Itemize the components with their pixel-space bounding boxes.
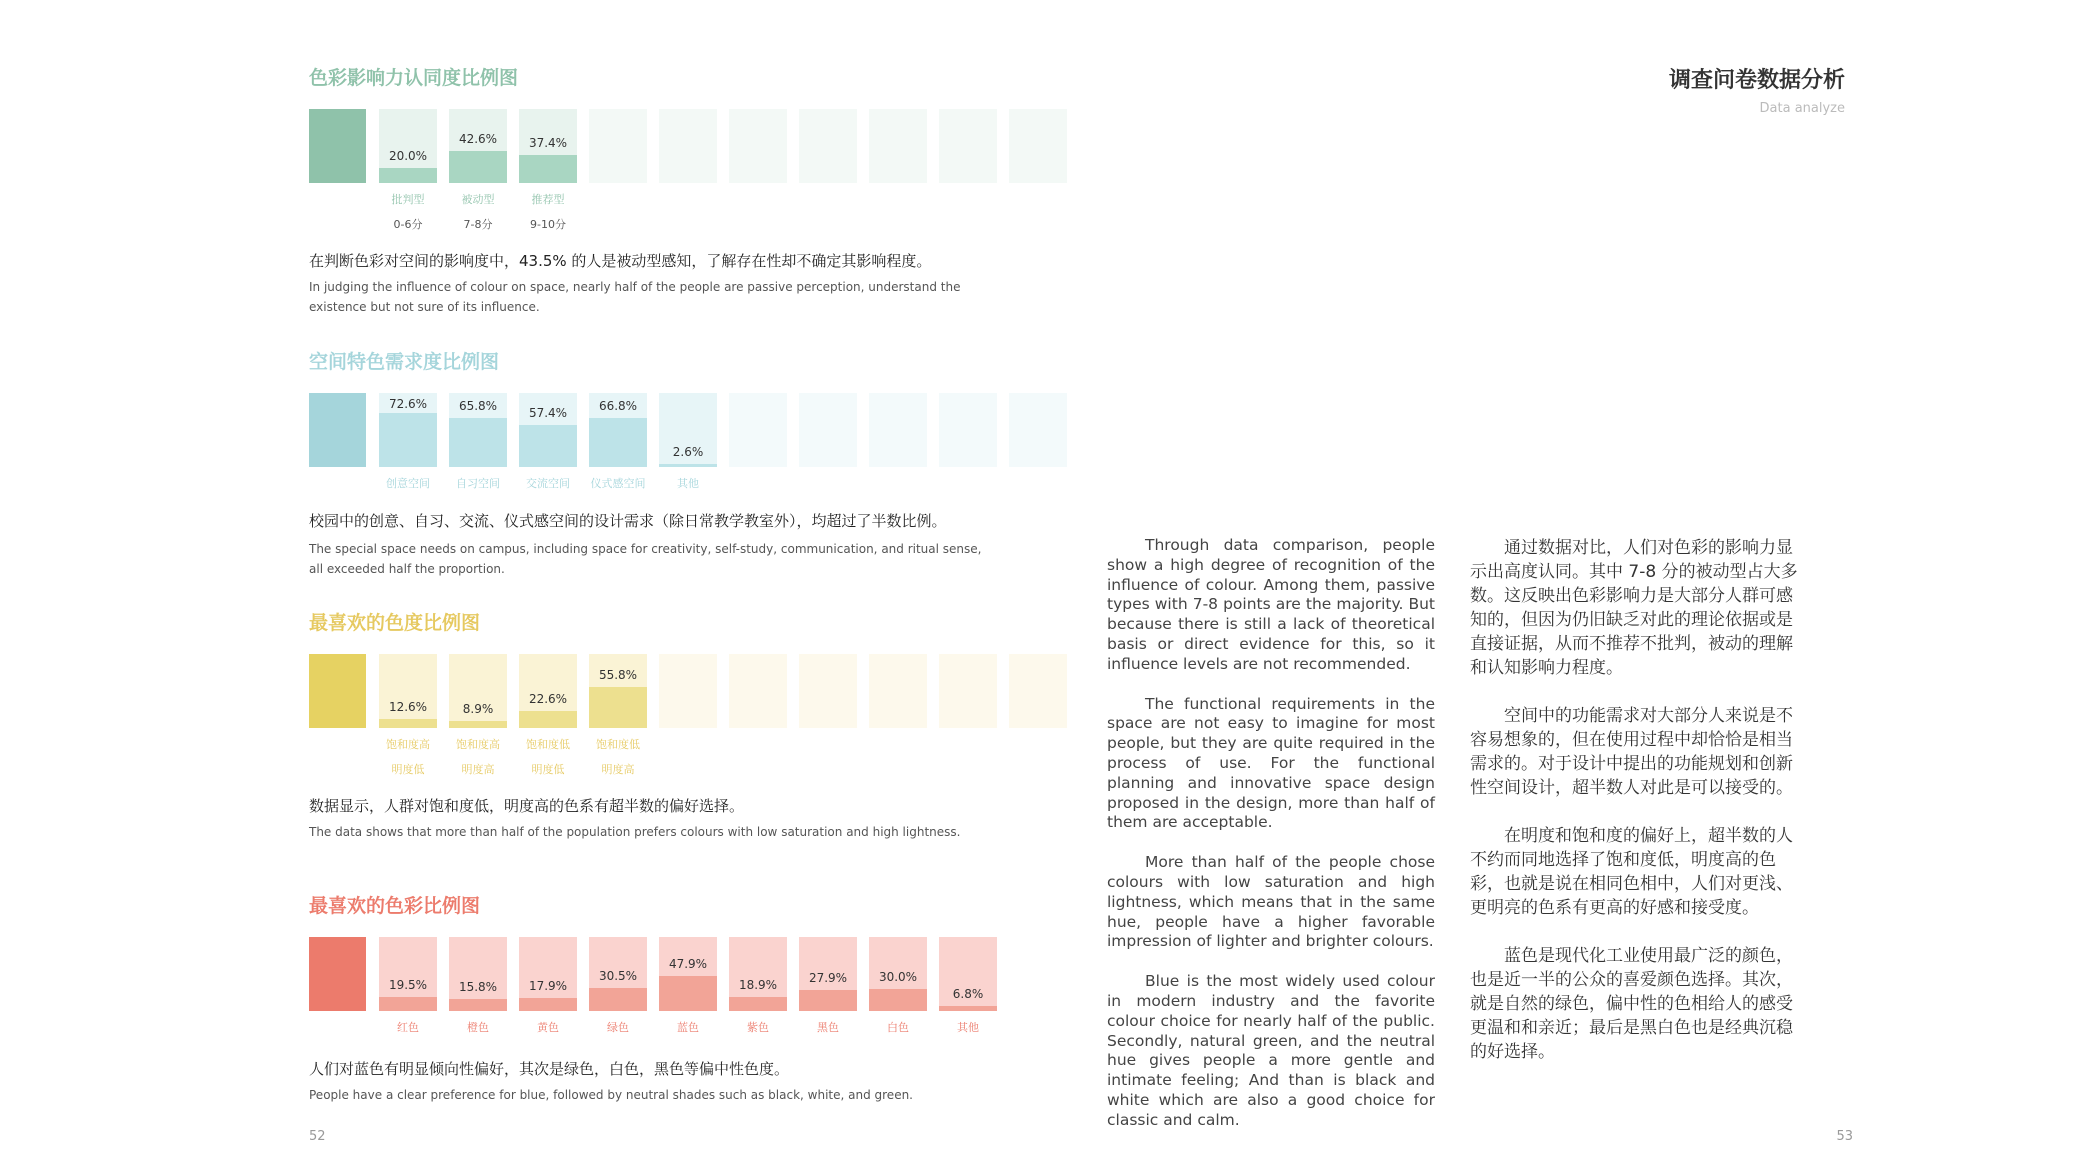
chart-cell-background xyxy=(939,393,997,467)
chart-data-label: 72.6% xyxy=(388,397,428,411)
chart-data-label: 22.6% xyxy=(528,692,568,706)
chart-cell xyxy=(589,109,647,259)
chart-cell-background xyxy=(729,393,787,467)
chart-category-label: 批判型 xyxy=(391,193,425,206)
colour-influence-chart xyxy=(309,109,1009,259)
chart-category-label: 仪式感空间 xyxy=(590,477,646,490)
chart-bar xyxy=(519,155,577,183)
chart-cell xyxy=(939,654,997,804)
chart-bar xyxy=(589,418,647,467)
chart-cell-background xyxy=(939,109,997,183)
chart-cell xyxy=(729,109,787,259)
chart-data-label: 30.0% xyxy=(878,970,918,984)
section-title-space-needs: 空间特色需求度比例图 xyxy=(309,351,500,373)
chart-cell-background xyxy=(589,109,647,183)
chart-category-label: 创意空间 xyxy=(386,477,430,490)
chart-cell-background xyxy=(729,654,787,728)
chart-category-sublabel: 明度高 xyxy=(461,763,495,776)
chart-data-label: 20.0% xyxy=(388,149,428,163)
english-paragraph: Through data comparison, people show a high degree of recognition of the influence of colour. Among them, passive types with 7-8 points are the majority. But because there is still a lack of theoretical basis or direct evidence for this, so it influence levels are not recommended. xyxy=(1107,536,1435,673)
section-title-favourite-colour: 最喜欢的色彩比例图 xyxy=(309,895,481,917)
chart-cell xyxy=(659,109,717,259)
chart-cell xyxy=(869,654,927,804)
colour-swatch xyxy=(309,393,366,467)
chart-cell-background xyxy=(869,109,927,183)
chart-category-label: 绿色 xyxy=(607,1021,629,1034)
chart-category-label: 白色 xyxy=(887,1021,909,1034)
chart-cell-background xyxy=(729,109,787,183)
chart-category-sublabel: 7-8分 xyxy=(463,218,493,231)
chart-category-label: 饱和度高 xyxy=(456,738,500,751)
chart-cell xyxy=(379,654,437,804)
summary-en: People have a clear preference for blue, followed by neutral shades such as black, white, and green. xyxy=(309,1088,913,1102)
chart-data-label: 2.6% xyxy=(672,445,704,459)
chart-category-label: 推荐型 xyxy=(531,193,565,206)
chart-data-label: 30.5% xyxy=(598,969,638,983)
chart-category-label: 黑色 xyxy=(817,1021,839,1034)
summary-en: The data shows that more than half of the population prefers colours with low saturation and high lightness. xyxy=(309,825,961,839)
chart-data-label: 42.6% xyxy=(458,132,498,146)
chart-data-label: 27.9% xyxy=(808,971,848,985)
chart-bar xyxy=(519,425,577,467)
page-header-subtitle: Data analyze xyxy=(1759,101,1845,116)
page-header-title: 调查问卷数据分析 xyxy=(1668,68,1845,93)
chart-cell-background xyxy=(449,654,507,728)
chart-cell xyxy=(869,937,927,1087)
chart-data-label: 66.8% xyxy=(598,399,638,413)
chart-cell xyxy=(799,109,857,259)
chart-bar xyxy=(589,687,647,728)
chart-category-label: 饱和度低 xyxy=(596,738,640,751)
chart-data-label: 6.8% xyxy=(952,987,984,1001)
chart-bar xyxy=(379,168,437,183)
chart-data-label: 17.9% xyxy=(528,979,568,993)
chart-bar xyxy=(449,418,507,467)
chart-bar xyxy=(519,711,577,728)
chart-bar xyxy=(939,1006,997,1011)
chart-cell xyxy=(659,654,717,804)
colour-swatch xyxy=(309,109,366,183)
summary-en: The special space needs on campus, including space for creativity, self-study, communication, and ritual sense, all exceeded half the proportion. xyxy=(309,542,982,576)
chart-cell xyxy=(799,937,857,1087)
chart-bar xyxy=(379,413,437,467)
chart-bar xyxy=(449,151,507,183)
section-title-colour-influence: 色彩影响力认同度比例图 xyxy=(309,67,519,89)
chart-data-label: 18.9% xyxy=(738,978,778,992)
english-paragraph: Blue is the most widely used colour in modern industry and the favorite colour choice for nearly half of the public. Secondly, natural green, and the neutral hue gives people a more gentle and intimate feeling; And than is black and white which are also a good choice for classic and calm. xyxy=(1107,972,1435,1129)
chart-data-label: 8.9% xyxy=(462,702,494,716)
chart-category-label: 其他 xyxy=(957,1021,979,1034)
chart-cell xyxy=(519,654,577,804)
page-number-right: 53 xyxy=(1836,1129,1853,1144)
colour-swatch xyxy=(309,654,366,728)
chart-category-label: 蓝色 xyxy=(677,1021,699,1034)
chart-bar xyxy=(659,976,717,1011)
chart-bar xyxy=(659,464,717,467)
chart-data-label: 55.8% xyxy=(598,668,638,682)
chart-bar xyxy=(449,999,507,1011)
chart-bar xyxy=(379,719,437,728)
chart-cell-background xyxy=(799,393,857,467)
chart-category-label: 紫色 xyxy=(747,1021,769,1034)
summary-en: In judging the influence of colour on space, nearly half of the people are passive perception, understand the existence but not sure of its influence. xyxy=(309,280,961,314)
chart-cell xyxy=(379,109,437,259)
chart-category-label: 被动型 xyxy=(461,193,495,206)
chart-cell xyxy=(449,654,507,804)
chart-data-label: 15.8% xyxy=(458,980,498,994)
chart-category-label: 饱和度高 xyxy=(386,738,430,751)
page-number-left: 52 xyxy=(309,1129,326,1144)
chart-category-sublabel: 明度低 xyxy=(391,763,425,776)
chart-bar xyxy=(589,988,647,1011)
chart-data-label: 65.8% xyxy=(458,399,498,413)
chart-category-sublabel: 明度高 xyxy=(601,763,635,776)
colour-swatch xyxy=(309,937,366,1011)
chart-data-label: 19.5% xyxy=(388,978,428,992)
chinese-paragraph: 通过数据对比，人们对色彩的影响力显示出高度认同。其中 7-8 分的被动型占大多数。这反映出色彩影响力是大部分人群可感知的，但因为仍旧缺乏对此的理论依据或是直接证据，从而不推荐不批判，被动的理解和认知影响力程度。 xyxy=(1470,538,1798,678)
chart-cell xyxy=(519,109,577,259)
chart-cell xyxy=(449,109,507,259)
chart-bar xyxy=(449,721,507,728)
chart-cell xyxy=(939,109,997,259)
chinese-analysis-column xyxy=(1470,536,1803,1088)
chart-data-label: 12.6% xyxy=(388,700,428,714)
chart-cell-background xyxy=(379,654,437,728)
chinese-paragraph: 在明度和饱和度的偏好上，超半数的人不约而同地选择了饱和度低，明度高的色彩，也就是说在相同色相中，人们对更浅、更明亮的色系有更高的好感和接受度。 xyxy=(1470,826,1793,918)
chart-bar xyxy=(729,997,787,1011)
chart-bar xyxy=(379,997,437,1011)
chart-cell-background xyxy=(659,654,717,728)
chart-bar xyxy=(799,990,857,1011)
chinese-paragraph: 空间中的功能需求对大部分人来说是不容易想象的，但在使用过程中却恰恰是相当需求的。对于设计中提出的功能规划和创新性空间设计，超半数人对此是可以接受的。 xyxy=(1470,706,1793,798)
chart-cell-background xyxy=(869,654,927,728)
chart-cell xyxy=(729,654,787,804)
chart-category-label: 饱和度低 xyxy=(526,738,570,751)
chart-data-label: 57.4% xyxy=(528,406,568,420)
chart-category-label: 自习空间 xyxy=(456,477,500,490)
chart-cell-background xyxy=(659,109,717,183)
chart-cell-background xyxy=(799,654,857,728)
english-paragraph: The functional requirements in the space are not easy to imagine for most people, but they are quite required in the process of use. For the functional planning and innovative space design proposed in the design, more than half of them are acceptable. xyxy=(1107,694,1435,832)
chart-category-label: 交流空间 xyxy=(526,477,570,490)
chart-cell xyxy=(799,654,857,804)
chart-bar xyxy=(869,989,927,1011)
chart-cell xyxy=(869,109,927,259)
chart-cell-background xyxy=(869,393,927,467)
chart-category-label: 红色 xyxy=(397,1021,419,1034)
chart-category-sublabel: 9-10分 xyxy=(530,218,566,231)
chart-category-label: 黄色 xyxy=(537,1021,559,1034)
chart-data-label: 37.4% xyxy=(528,136,568,150)
chart-category-sublabel: 0-6分 xyxy=(393,218,423,231)
chart-category-label: 其他 xyxy=(677,477,699,490)
chinese-paragraph: 蓝色是现代化工业使用最广泛的颜色，也是近一半的公众的喜爱颜色选择。其次，就是自然的绿色，偏中性的色相给人的感受更温和和亲近；最后是黑白色也是经典沉稳的好选择。 xyxy=(1470,946,1793,1062)
english-analysis-column xyxy=(1107,536,1435,1151)
chart-cell-background xyxy=(939,654,997,728)
chart-cell xyxy=(939,393,997,543)
summary-cn: 在判断色彩对空间的影响度中，43.5% 的人是被动型感知，了解存在性却不确定其影响程度。 xyxy=(309,252,932,270)
chart-category-label: 橙色 xyxy=(467,1021,489,1034)
chart-category-sublabel: 明度低 xyxy=(531,763,565,776)
summary-cn: 校园中的创意、自习、交流、仪式感空间的设计需求（除日常教学教室外），均超过了半数比例。 xyxy=(309,512,947,530)
summary-cn: 数据显示，人群对饱和度低，明度高的色系有超半数的偏好选择。 xyxy=(309,797,745,815)
chart-cell-background xyxy=(799,109,857,183)
chart-cell xyxy=(939,937,997,1087)
chart-data-label: 47.9% xyxy=(668,957,708,971)
chart-cell xyxy=(589,654,647,804)
favourite-chroma-chart xyxy=(309,654,1009,804)
english-paragraph: More than half of the people chose colours with low saturation and high lightness, which means that in the same hue, people have a higher favorable impression of lighter and brighter colours. xyxy=(1107,853,1435,951)
summary-cn: 人们对蓝色有明显倾向性偏好，其次是绿色，白色，黑色等偏中性色度。 xyxy=(309,1060,790,1078)
section-title-favourite-chroma: 最喜欢的色度比例图 xyxy=(309,612,481,634)
chart-bar xyxy=(519,998,577,1011)
